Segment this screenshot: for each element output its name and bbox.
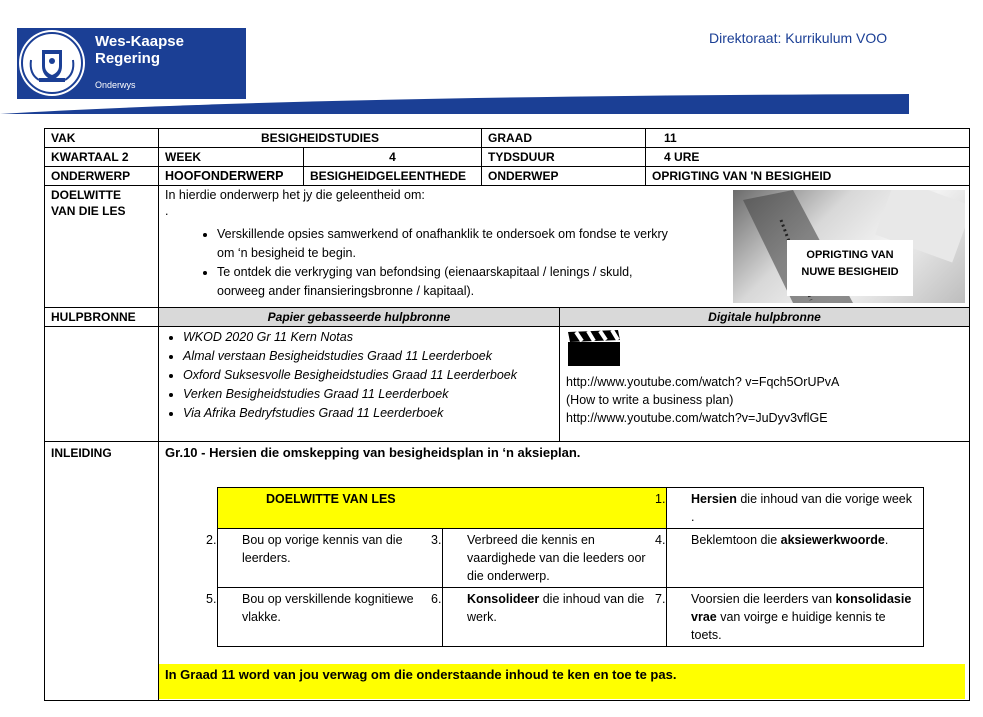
digital-link-2[interactable]: http://www.youtube.com/watch?v=JuDyv3vflGE — [566, 411, 828, 425]
lesson-plan-table — [44, 128, 970, 701]
list-item: • Oxford Suksesvolle Besigheidstudies Graad 11 Leerderboek — [183, 366, 553, 385]
kwartaal-label: KWARTAAL 2 — [45, 148, 159, 167]
list-item: • Verken Besigheidstudies Graad 11 Leerderboek — [183, 385, 553, 404]
objective-1: 1. Hersien die inhoud van die vorige week . — [667, 488, 924, 529]
tydsduur-label: TYDSDUUR — [482, 148, 646, 167]
hoofonderwerp-value: BESIGHEIDGELEENTHEDE — [304, 167, 482, 186]
doelwitte-label-1: DOELWITTE — [51, 188, 121, 202]
doelwitte-list — [165, 225, 677, 301]
row-inleiding — [45, 442, 970, 701]
objective-7: 7. Voorsien die leerders van konsolidasie vrae van voirge e huidige kennis te toets. — [667, 588, 924, 647]
header-swoosh — [0, 90, 909, 116]
photo-caption: OPRIGTING VAN NUWE BESIGHEID — [787, 240, 913, 296]
logo-subtitle: Onderwys — [95, 80, 136, 90]
digital-link-note: (How to write a business plan) — [566, 393, 734, 407]
hulpbronne-label: HULPBRONNE — [45, 308, 159, 327]
list-item: • Via Afrika Bedryfstudies Graad 11 Leerderboek — [183, 404, 553, 423]
logo-line-2: Regering — [95, 50, 161, 67]
business-photo — [733, 190, 965, 303]
objectives-table — [206, 487, 924, 647]
digital-link-1[interactable]: http://www.youtube.com/watch? v=Fqch5OrUPvA — [566, 375, 840, 389]
vak-value: BESIGHEIDSTUDIES — [159, 129, 482, 148]
digital-resources-header: Digitale hulpbronne — [560, 308, 970, 327]
onderwep-label: ONDERWEP — [482, 167, 646, 186]
week-label: WEEK — [159, 148, 304, 167]
onderwerp-label: ONDERWERP — [45, 167, 159, 186]
row-vak — [45, 129, 970, 148]
objective-3: 3. Verbreed die kennis en vaardighede van die leeders oor die onderwerp. — [443, 529, 667, 588]
row-kwartaal — [45, 148, 970, 167]
inleiding-heading: Gr.10 - Hersien die omskepping van besigheidsplan in ‘n aksieplan. — [165, 445, 581, 460]
paper-resources-header: Papier gebasseerde hulpbronne — [159, 308, 560, 327]
paper-resources-list — [165, 328, 553, 423]
doelwitte-label-2: VAN DIE LES — [51, 204, 126, 218]
list-item: • Verskillende opsies samwerkend of onafhanklik te ondersoek om fondse te verkry om ‘n besigheid te begin. — [217, 225, 677, 263]
list-item: • Almal verstaan Besigheidstudies Graad 11 Leerderboek — [183, 347, 553, 366]
row-onderwerp — [45, 167, 970, 186]
objective-5: 5. Bou op verskillende kognitiewe vlakke. — [218, 588, 443, 647]
doelwitte-dot: . — [165, 204, 169, 218]
graad-value: 11 — [646, 129, 970, 148]
objectives-header: DOELWITTE VAN LES — [218, 488, 667, 529]
doelwitte-intro: In hierdie onderwerp het jy die geleentheid om: — [165, 188, 425, 202]
coat-of-arms-icon — [19, 30, 85, 96]
week-value: 4 — [304, 148, 482, 167]
logo-line-1: Wes-Kaapse — [95, 33, 184, 50]
clapperboard-icon — [566, 328, 622, 368]
list-item: • WKOD 2020 Gr 11 Kern Notas — [183, 328, 553, 347]
row-hulpbronne-header — [45, 308, 970, 327]
objective-6: 6. Konsolideer die inhoud van die werk. — [443, 588, 667, 647]
row-doelwitte — [45, 186, 970, 308]
vak-label: VAK — [45, 129, 159, 148]
list-item: • Te ontdek die verkryging van befondsing (eienaarskapitaal / lenings / skuld, oorweeg ander finansieringsbronne / kapitaal). — [217, 263, 677, 301]
row-hulpbronne — [45, 327, 970, 442]
objective-4: 4. Beklemtoon die aksiewerkwoorde. — [667, 529, 924, 588]
inleiding-label: INLEIDING — [45, 442, 159, 701]
objective-2: 2. Bou op vorige kennis van die leerders. — [218, 529, 443, 588]
expectation-banner: In Graad 11 word van jou verwag om die onderstaande inhoud te ken en toe te pas. — [159, 664, 965, 699]
tydsduur-value: 4 URE — [646, 148, 970, 167]
graad-label: GRAAD — [482, 129, 646, 148]
directorate-title: Direktoraat: Kurrikulum VOO — [709, 30, 888, 46]
onderwep-value: OPRIGTING VAN 'N BESIGHEID — [646, 167, 970, 186]
logo — [17, 28, 246, 99]
hoofonderwerp-label: HOOFONDERWERP — [159, 167, 304, 186]
